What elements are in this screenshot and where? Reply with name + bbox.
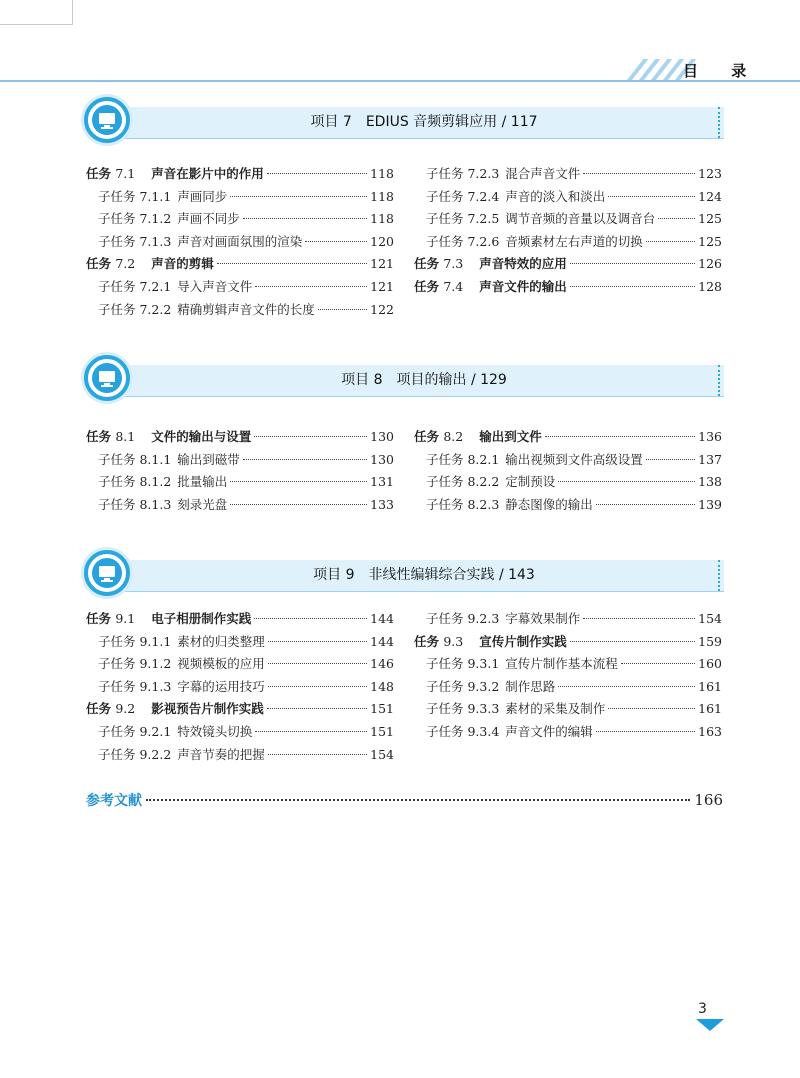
toc-entry-subtask[interactable]	[414, 699, 722, 722]
toc-entry-subtask[interactable]	[86, 472, 394, 495]
toc-entry-subtask[interactable]	[414, 187, 722, 210]
toc-entry-subtask[interactable]	[414, 164, 722, 187]
entry-number: 子任务 7.2.1	[98, 278, 172, 294]
toc-entry-subtask[interactable]	[414, 609, 722, 632]
toc-entry-subtask[interactable]	[414, 722, 722, 745]
entry-number: 子任务 8.2.2	[426, 474, 500, 490]
toc-column-right	[414, 609, 722, 745]
entry-number: 子任务 9.3.1	[426, 656, 500, 672]
entry-number: 子任务 7.1.2	[98, 211, 172, 227]
page-number: 3	[698, 1001, 707, 1017]
toc-entry-references[interactable]	[86, 790, 723, 810]
toc-entry-task[interactable]	[86, 254, 394, 277]
entry-page: 144	[370, 633, 394, 649]
section-title: 项目 9 非线性编辑综合实践 / 143	[313, 567, 535, 583]
dot-leader	[570, 641, 695, 642]
entry-title: 音频素材左右声道的切换	[505, 233, 643, 249]
entry-page: 124	[698, 188, 722, 204]
dot-leader	[608, 196, 695, 197]
entry-number: 子任务 9.1.2	[98, 656, 172, 672]
entry-title: 导入声音文件	[177, 278, 253, 294]
entry-title: 声音的剪辑	[151, 256, 214, 272]
dot-leader	[254, 618, 367, 619]
entry-title: 宣传片制作实践	[479, 633, 567, 649]
dot-leader	[596, 731, 695, 732]
entry-page: 125	[698, 233, 722, 249]
dot-leader	[230, 481, 367, 482]
entry-page: 118	[370, 188, 394, 204]
dot-leader	[146, 799, 690, 801]
toc-entry-subtask[interactable]	[414, 677, 722, 700]
entry-title: 宣传片制作基本流程	[505, 656, 618, 672]
entry-number: 任务 9.1	[86, 611, 136, 626]
entry-page: 161	[698, 701, 722, 717]
dot-leader	[268, 641, 367, 642]
entry-page: 121	[370, 278, 394, 294]
dot-leader	[558, 686, 695, 687]
entry-page: 130	[370, 451, 394, 467]
dot-leader	[254, 436, 367, 437]
entry-page: 121	[370, 256, 394, 272]
entry-page: 151	[370, 701, 394, 717]
entry-number: 任务 9.2	[86, 701, 136, 717]
entry-title: 声音文件的输出	[479, 278, 567, 294]
entry-page: 161	[698, 678, 722, 694]
entry-page: 125	[698, 211, 722, 227]
entry-page: 126	[698, 256, 722, 272]
toc-entry-subtask[interactable]	[86, 277, 394, 300]
entry-number: 子任务 8.2.1	[426, 451, 500, 467]
entry-number: 子任务 7.2.2	[98, 301, 172, 317]
dot-leader	[583, 173, 695, 174]
entry-page: 128	[698, 278, 722, 294]
toc-entry-subtask[interactable]	[414, 654, 722, 677]
entry-title: 素材的采集及制作	[505, 701, 606, 717]
entry-title: 字幕效果制作	[505, 611, 581, 626]
dot-leader	[267, 708, 367, 709]
toc-column-left	[86, 609, 394, 767]
entry-title: 声音的淡入和淡出	[505, 188, 606, 204]
entry-title: 声音节奏的把握	[177, 746, 265, 762]
dot-leader	[268, 663, 367, 664]
toc-entry-subtask[interactable]	[86, 722, 394, 745]
toc-column-left	[86, 427, 394, 517]
dot-leader	[243, 459, 367, 460]
entry-number: 子任务 8.1.1	[98, 451, 172, 467]
dot-leader	[267, 173, 367, 174]
entry-page: 160	[698, 656, 722, 672]
entry-number: 子任务 9.3.4	[426, 723, 500, 739]
toc-entry-subtask[interactable]	[86, 632, 394, 655]
entry-number: 子任务 9.2.3	[426, 611, 500, 626]
entry-title: 输出到磁带	[177, 451, 240, 467]
entry-page: 154	[698, 611, 722, 626]
entry-title: 精确剪辑声音文件的长度	[177, 301, 315, 317]
entry-number: 子任务 9.2.2	[98, 746, 172, 762]
toc-entry-subtask[interactable]	[86, 745, 394, 768]
entry-page: 146	[370, 656, 394, 672]
toc-entry-subtask[interactable]	[414, 472, 722, 495]
entry-number: 任务 9.3	[414, 633, 464, 649]
toc-entry-subtask[interactable]	[414, 495, 722, 518]
entry-title: 文件的输出与设置	[151, 429, 252, 444]
entry-page: 133	[370, 496, 394, 512]
references-page: 166	[694, 791, 723, 809]
entry-title: 刻录光盘	[177, 496, 228, 512]
entry-number: 子任务 7.2.6	[426, 233, 500, 249]
entry-page: 118	[370, 166, 394, 181]
entry-number: 子任务 9.1.1	[98, 633, 172, 649]
dot-leader	[570, 263, 695, 264]
toc-entry-subtask[interactable]	[86, 677, 394, 700]
entry-title: 静态图像的输出	[505, 496, 593, 512]
toc-entry-task[interactable]	[86, 427, 394, 450]
entry-number: 任务 7.1	[86, 166, 136, 181]
entry-number: 任务 7.2	[86, 256, 136, 272]
entry-title: 影视预告片制作实践	[151, 701, 264, 717]
entry-page: 138	[698, 474, 722, 490]
entry-page: 122	[370, 301, 394, 317]
entry-number: 子任务 9.3.2	[426, 678, 500, 694]
toc-entry-subtask[interactable]	[86, 450, 394, 473]
entry-number: 子任务 7.1.3	[98, 233, 172, 249]
entry-title: 输出到文件	[479, 429, 542, 444]
computer-icon	[84, 550, 130, 596]
entry-page: 159	[698, 633, 722, 649]
dot-leader	[268, 686, 367, 687]
section-banner-project-9	[84, 550, 724, 600]
entry-page: 151	[370, 723, 394, 739]
dot-leader	[255, 731, 367, 732]
dot-leader	[230, 196, 367, 197]
toc-entry-task[interactable]	[414, 427, 722, 450]
dot-leader	[608, 708, 695, 709]
entry-title: 混合声音文件	[505, 166, 581, 181]
dot-leader	[646, 241, 695, 242]
entry-title: 特效镜头切换	[177, 723, 253, 739]
entry-title: 批量输出	[177, 474, 228, 490]
entry-page: 148	[370, 678, 394, 694]
dot-leader	[255, 286, 367, 287]
entry-page: 120	[370, 233, 394, 249]
entry-title: 字幕的运用技巧	[177, 678, 265, 694]
entry-title: 声画不同步	[177, 211, 240, 227]
toc-entry-subtask[interactable]	[86, 495, 394, 518]
computer-icon	[84, 355, 130, 401]
toc-entry-subtask[interactable]	[86, 300, 394, 323]
dot-leader	[646, 459, 695, 460]
down-arrow-icon	[696, 1019, 724, 1031]
section-title: 项目 7 EDIUS 音频剪辑应用 / 117	[310, 114, 538, 130]
entry-page: 163	[698, 723, 722, 739]
entry-page: 123	[698, 166, 722, 181]
references-label: 参考文献	[86, 793, 142, 809]
dot-leader	[305, 241, 367, 242]
computer-icon	[84, 97, 130, 143]
toc-entry-task[interactable]	[86, 699, 394, 722]
toc-column-right	[414, 164, 722, 300]
toc-entry-task[interactable]	[414, 254, 722, 277]
entry-number: 子任务 8.2.3	[426, 496, 500, 512]
dot-leader	[596, 504, 695, 505]
toc-entry-subtask[interactable]	[414, 232, 722, 255]
entry-number: 子任务 7.2.5	[426, 211, 500, 227]
section-banner-project-8	[84, 355, 724, 405]
entry-title: 制作思路	[505, 678, 556, 694]
dot-leader	[230, 504, 367, 505]
entry-title: 电子相册制作实践	[151, 611, 252, 626]
entry-number: 任务 7.3	[414, 256, 464, 272]
entry-page: 131	[370, 474, 394, 490]
entry-title: 素材的归类整理	[177, 633, 265, 649]
page-header-title: 目 录	[683, 62, 761, 80]
toc-entry-subtask[interactable]	[86, 187, 394, 210]
dot-leader	[583, 618, 695, 619]
toc-entry-task[interactable]	[414, 632, 722, 655]
header-rule	[0, 80, 800, 82]
entry-title: 声音对画面氛围的渲染	[177, 233, 303, 249]
entry-title: 输出视频到文件高级设置	[505, 451, 643, 467]
toc-entry-subtask[interactable]	[414, 450, 722, 473]
corner-frame	[0, 0, 73, 25]
entry-number: 任务 7.4	[414, 278, 464, 294]
entry-number: 子任务 9.2.1	[98, 723, 172, 739]
entry-page: 137	[698, 451, 722, 467]
entry-page: 139	[698, 496, 722, 512]
toc-entry-subtask[interactable]	[86, 209, 394, 232]
entry-number: 子任务 8.1.3	[98, 496, 172, 512]
entry-number: 子任务 8.1.2	[98, 474, 172, 490]
entry-title: 定制预设	[505, 474, 556, 490]
entry-number: 任务 8.2	[414, 429, 464, 444]
entry-page: 154	[370, 746, 394, 762]
toc-entry-subtask[interactable]	[414, 209, 722, 232]
toc-entry-task[interactable]	[86, 609, 394, 632]
dot-leader	[217, 263, 367, 264]
entry-title: 声音特效的应用	[479, 256, 567, 272]
section-title: 项目 8 项目的输出 / 129	[341, 372, 507, 388]
dot-leader	[318, 309, 367, 310]
entry-page: 144	[370, 611, 394, 626]
entry-page: 130	[370, 429, 394, 444]
entry-page: 118	[370, 211, 394, 227]
dot-leader	[621, 663, 695, 664]
entry-number: 子任务 9.1.3	[98, 678, 172, 694]
section-banner-project-7	[84, 97, 724, 147]
dot-leader	[268, 754, 367, 755]
entry-number: 任务 8.1	[86, 429, 136, 444]
entry-title: 视频模板的应用	[177, 656, 265, 672]
toc-entry-task[interactable]	[86, 164, 394, 187]
toc-entry-subtask[interactable]	[86, 654, 394, 677]
entry-number: 子任务 7.1.1	[98, 188, 172, 204]
entry-number: 子任务 7.2.4	[426, 188, 500, 204]
entry-number: 子任务 7.2.3	[426, 166, 500, 181]
toc-column-left	[86, 164, 394, 322]
entry-title: 调节音频的音量以及调音台	[505, 211, 656, 227]
entry-title: 声音在影片中的作用	[151, 166, 264, 181]
toc-entry-task[interactable]	[414, 277, 722, 300]
dot-leader	[570, 286, 695, 287]
dot-leader	[558, 481, 695, 482]
toc-column-right	[414, 427, 722, 517]
dot-leader	[658, 218, 695, 219]
dot-leader	[545, 436, 695, 437]
entry-title: 声画同步	[177, 188, 228, 204]
dot-leader	[243, 218, 367, 219]
entry-number: 子任务 9.3.3	[426, 701, 500, 717]
entry-title: 声音文件的编辑	[505, 723, 593, 739]
toc-entry-subtask[interactable]	[86, 232, 394, 255]
entry-page: 136	[698, 429, 722, 444]
